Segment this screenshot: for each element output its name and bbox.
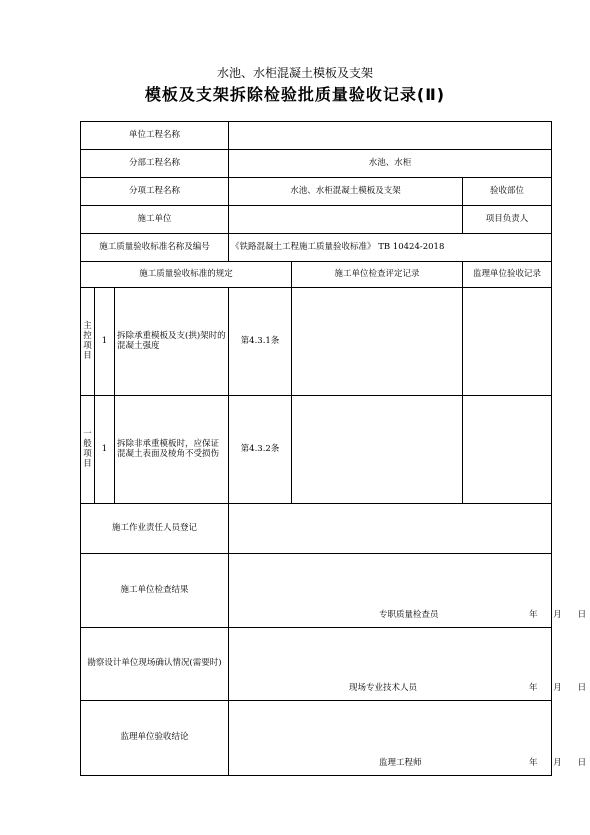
- supervisor-value[interactable]: [229, 701, 588, 776]
- item-category: 主控项目: [81, 288, 95, 396]
- standard-row: [81, 234, 552, 262]
- crew-value[interactable]: [229, 504, 552, 554]
- design-row: [81, 628, 552, 701]
- constructor-result-value[interactable]: [229, 554, 588, 628]
- division-value[interactable]: 水池、水柜: [229, 150, 552, 178]
- document-subtitle: 水池、水柜混凝土模板及支架: [216, 66, 373, 80]
- item-content: 拆除非承重模板时，应保证混凝土表面及棱角不受损伤: [115, 396, 229, 504]
- division-row: [81, 150, 552, 178]
- col-constructor-check: 施工单位检查评定记录: [292, 262, 463, 288]
- col-standard-provisions: 施工质量验收标准的规定: [81, 262, 292, 288]
- crew-row: [81, 504, 552, 554]
- constructor-row: [81, 206, 552, 234]
- project-manager-label: 项目负责人: [463, 206, 552, 234]
- standard-label: 施工质量验收标准名称及编号: [81, 234, 229, 262]
- subdivision-label: 分项工程名称: [81, 178, 229, 206]
- constructor-result-row: [81, 554, 552, 628]
- item-number: 1: [95, 288, 115, 396]
- date-text: 年 月 日: [529, 758, 588, 769]
- division-label: 分部工程名称: [81, 150, 229, 178]
- item-clause: 第4.3.1条: [229, 288, 292, 396]
- unit-project-row: [81, 122, 552, 150]
- design-value[interactable]: [229, 628, 588, 701]
- crew-label: 施工作业责任人员登记: [81, 504, 229, 554]
- constructor-value[interactable]: [229, 206, 463, 234]
- design-signer: 现场专业技术人员: [349, 683, 418, 694]
- item-row-main-control: [81, 288, 552, 396]
- item-constructor-check-cell[interactable]: [292, 288, 463, 396]
- design-label: 勘察设计单位现场确认情况(需要时): [81, 628, 229, 701]
- unit-project-value[interactable]: [229, 122, 552, 150]
- constructor-signer: 专职质量检查员: [379, 610, 439, 621]
- subdivision-row: [81, 178, 552, 206]
- col-supervisor-record: 监理单位验收记录: [463, 262, 552, 288]
- inspection-record-table: [80, 121, 588, 776]
- item-row-general: [81, 396, 552, 504]
- standard-value: 《铁路混凝土工程施工质量验收标准》 TB 10424-2018: [229, 234, 552, 262]
- constructor-label: 施工单位: [81, 206, 229, 234]
- item-category: 一般项目: [81, 396, 95, 504]
- unit-project-label: 单位工程名称: [81, 122, 229, 150]
- constructor-result-label: 施工单位检查结果: [81, 554, 229, 628]
- supervisor-label: 监理单位验收结论: [81, 701, 229, 776]
- item-supervisor-record-cell[interactable]: [463, 396, 552, 504]
- item-clause: 第4.3.2条: [229, 396, 292, 504]
- item-constructor-check-cell[interactable]: [292, 396, 463, 504]
- acceptance-part-label: 验收部位: [463, 178, 552, 206]
- date-text: 年 月 日: [529, 610, 588, 621]
- column-header-row: [81, 262, 552, 288]
- item-content: 拆除承重模板及支(拱)架时的混凝土强度: [115, 288, 229, 396]
- date-text: 年 月 日: [529, 683, 588, 694]
- subdivision-value[interactable]: 水池、水柜混凝土模板及支架: [229, 178, 463, 206]
- item-supervisor-record-cell[interactable]: [463, 288, 552, 396]
- supervisor-signer: 监理工程师: [379, 758, 422, 769]
- document-title: 模板及支架拆除检验批质量验收记录(Ⅱ): [144, 85, 446, 104]
- supervisor-row: [81, 701, 552, 776]
- item-number: 1: [95, 396, 115, 504]
